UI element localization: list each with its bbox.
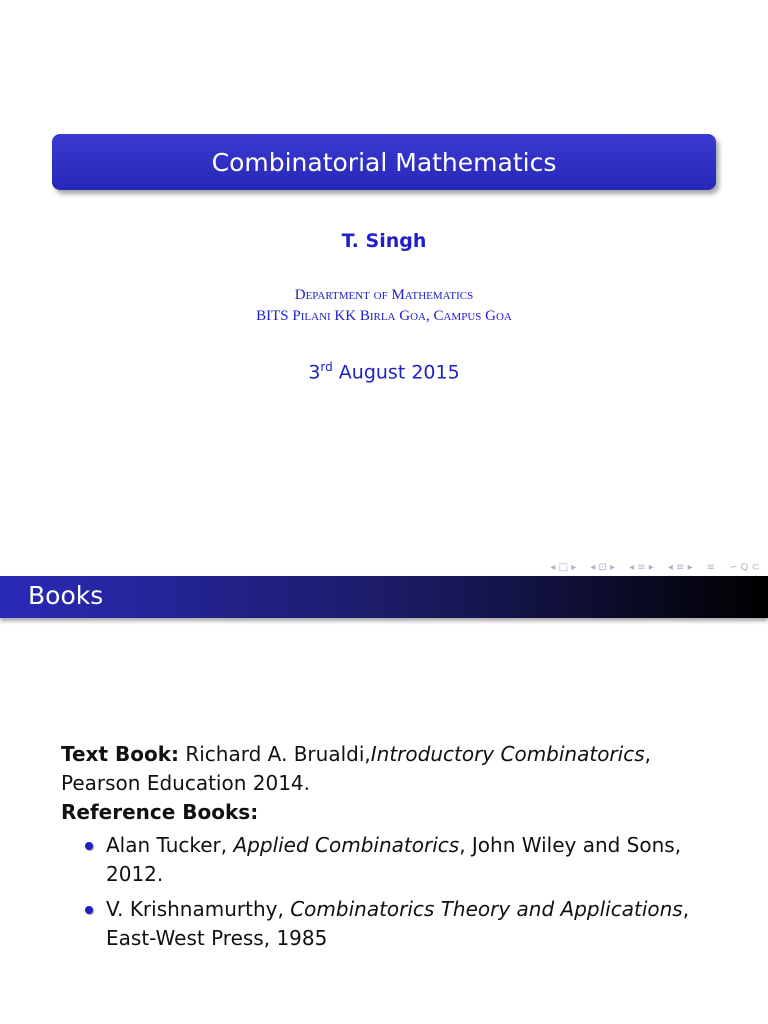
textbook-line [61, 740, 721, 769]
reference-label: Reference Books: [61, 800, 259, 824]
nav-section-icon[interactable]: ◂ ≡ ▸ [629, 561, 654, 573]
institution-name: BITS Pilani KK Birla Goa, Campus Goa [256, 308, 512, 324]
reference-author: V. Krishnamurthy, [106, 897, 291, 921]
author-name: T. Singh [341, 230, 427, 252]
nav-part-icon[interactable]: ◂ ≡ ▸ [667, 561, 693, 573]
nav-doc-icon[interactable]: ≡ [706, 561, 715, 573]
reference-item [61, 831, 721, 889]
date-rest: August 2015 [332, 361, 460, 384]
bullet-icon [85, 842, 93, 850]
department-name: Department of Mathematics [294, 287, 474, 303]
presentation-title: Combinatorial Mathematics [211, 147, 557, 177]
reference-item [61, 895, 721, 953]
nav-frame-icon[interactable]: ◂ □ ▸ [550, 561, 577, 573]
reference-title: Applied Combinatorics [233, 833, 460, 857]
date-day: 3 [308, 361, 321, 384]
title-box [52, 134, 716, 190]
books-slide [0, 576, 768, 1024]
reference-title: Combinatorics Theory and Applications [290, 897, 683, 921]
bullet-icon [85, 906, 93, 914]
textbook-publisher: Pearson Education 2014. [61, 771, 311, 795]
reference-author: Alan Tucker, [106, 833, 234, 857]
presentation-date [0, 360, 768, 383]
nav-search-icon[interactable]: ∽ Q ⊂ [729, 561, 760, 573]
books-content [61, 740, 721, 959]
reference-rest: , East-West Press, 1985 [106, 897, 690, 950]
textbook-author: Richard A. Brualdi, [179, 742, 371, 766]
nav-subsection-icon[interactable]: ◂ ⊡ ▸ [590, 561, 616, 573]
date-suffix: rd [320, 360, 333, 374]
frame-title: Books [28, 581, 104, 610]
beamer-navigation [550, 560, 760, 574]
reference-list [61, 831, 721, 953]
textbook-label: Text Book: [61, 742, 179, 766]
textbook-title: Introductory Combinatorics [370, 742, 645, 766]
frame-title-bar [0, 576, 768, 618]
reference-rest: , John Wiley and Sons, 2012. [106, 833, 682, 886]
textbook-rest: , [644, 742, 651, 766]
